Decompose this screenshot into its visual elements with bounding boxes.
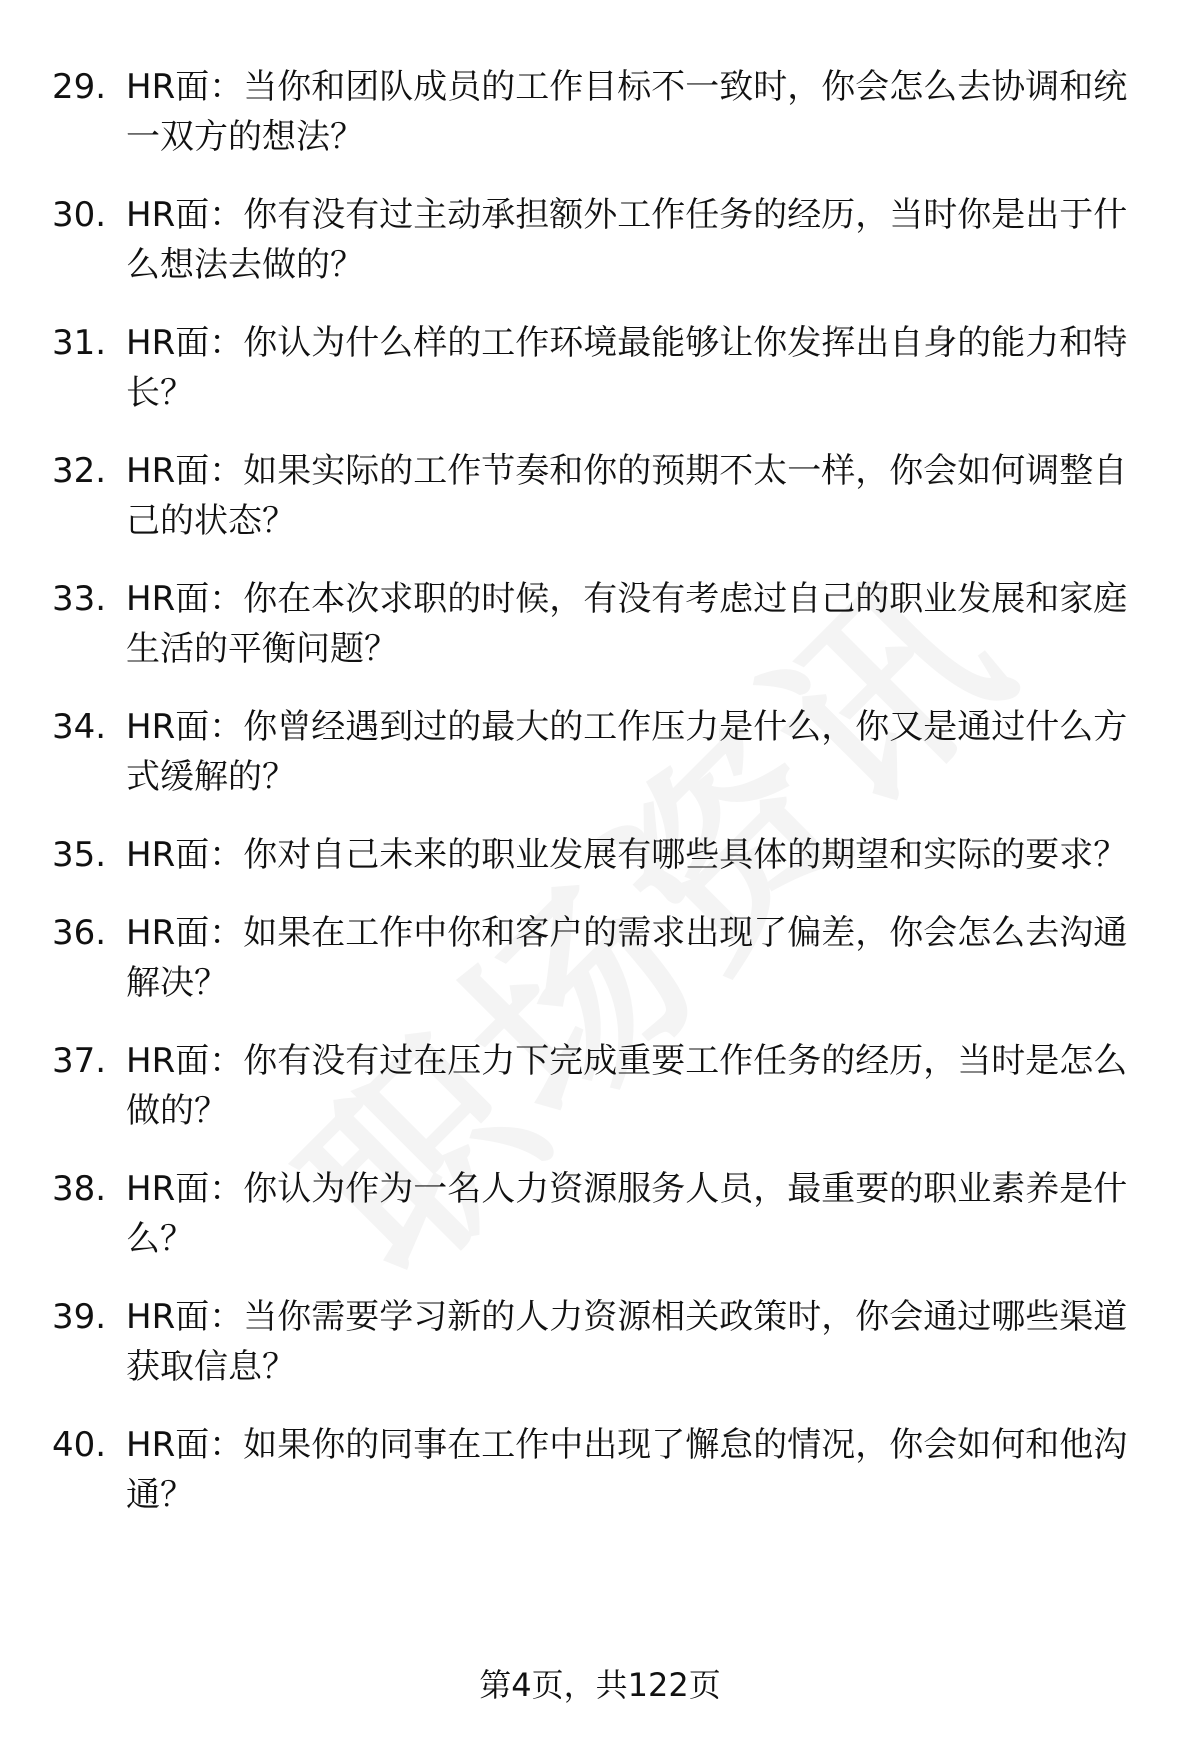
question-item [52, 1036, 1152, 1136]
question-number: 39. [52, 1297, 107, 1337]
question-item [52, 190, 1152, 290]
question-text: HR面：你有没有过主动承担额外工作任务的经历，当时你是出于什么想法去做的？ [126, 195, 1128, 285]
question-item [52, 1420, 1152, 1520]
question-text: HR面：你在本次求职的时候，有没有考虑过自己的职业发展和家庭生活的平衡问题？ [126, 579, 1128, 669]
question-item [52, 702, 1152, 802]
question-text: HR面：当你需要学习新的人力资源相关政策时，你会通过哪些渠道获取信息？ [126, 1297, 1128, 1387]
question-number: 29. [52, 67, 107, 107]
question-item [52, 908, 1152, 1008]
question-text: HR面：如果在工作中你和客户的需求出现了偏差，你会怎么去沟通解决？ [126, 913, 1128, 1003]
question-item [52, 62, 1152, 162]
question-text: HR面：你认为作为一名人力资源服务人员，最重要的职业素养是什么？ [126, 1169, 1128, 1259]
question-item [52, 318, 1152, 418]
question-text: HR面：你认为什么样的工作环境最能够让你发挥出自身的能力和特长？ [126, 323, 1128, 413]
question-text: HR面：你对自己未来的职业发展有哪些具体的期望和实际的要求？ [126, 835, 1128, 875]
question-number: 32. [52, 451, 107, 491]
question-number: 35. [52, 835, 107, 875]
question-item [52, 446, 1152, 546]
question-number: 37. [52, 1041, 107, 1081]
question-item [52, 830, 1152, 880]
question-item [52, 574, 1152, 674]
question-number: 31. [52, 323, 107, 363]
question-number: 34. [52, 707, 107, 747]
question-text: HR面：如果实际的工作节奏和你的预期不太一样，你会如何调整自己的状态？ [126, 451, 1128, 541]
page-number-footer: 第4页，共122页 [479, 1666, 721, 1704]
question-item [52, 1292, 1152, 1392]
question-number: 40. [52, 1425, 107, 1465]
question-text: HR面：当你和团队成员的工作目标不一致时，你会怎么去协调和统一双方的想法？ [126, 67, 1128, 157]
question-number: 30. [52, 195, 107, 235]
question-number: 38. [52, 1169, 107, 1209]
question-number: 33. [52, 579, 107, 619]
question-item [52, 1164, 1152, 1264]
question-list [52, 62, 1152, 1548]
question-text: HR面：你曾经遇到过的最大的工作压力是什么，你又是通过什么方式缓解的？ [126, 707, 1128, 797]
question-number: 36. [52, 913, 107, 953]
question-text: HR面：你有没有过在压力下完成重要工作任务的经历，当时是怎么做的？ [126, 1041, 1128, 1131]
question-text: HR面：如果你的同事在工作中出现了懈怠的情况，你会如何和他沟通？ [126, 1425, 1128, 1515]
